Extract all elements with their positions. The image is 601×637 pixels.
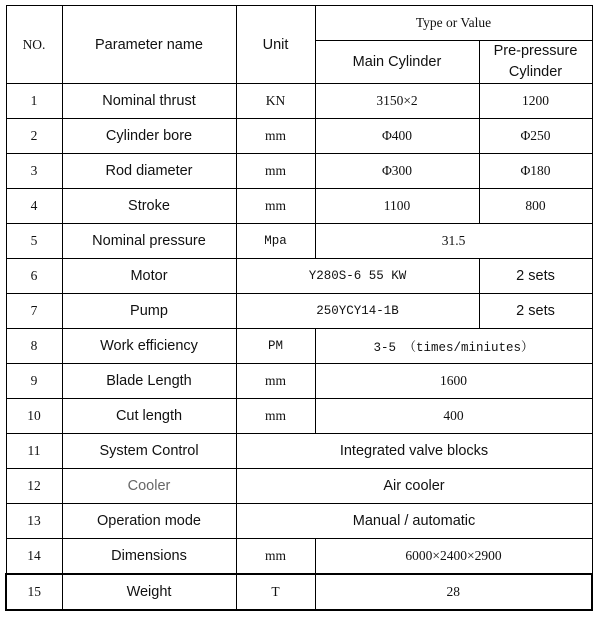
- row-number: 13: [6, 504, 62, 539]
- unit-cell: mm: [236, 189, 315, 224]
- header-unit: Unit: [236, 6, 315, 84]
- parameter-name: Dimensions: [62, 539, 236, 575]
- parameter-name: Nominal pressure: [62, 224, 236, 259]
- table-row: [6, 189, 592, 224]
- unit-cell: mm: [236, 154, 315, 189]
- row-number: 8: [6, 329, 62, 364]
- parameter-name: Nominal thrust: [62, 84, 236, 119]
- quantity-value: 2 sets: [479, 259, 592, 294]
- table-row: [6, 154, 592, 189]
- main-cylinder-value: Φ300: [315, 154, 479, 189]
- row-number: 10: [6, 399, 62, 434]
- unit-cell: mm: [236, 539, 315, 575]
- parameter-name: Pump: [62, 294, 236, 329]
- table-row: [6, 399, 592, 434]
- table-row: [6, 434, 592, 469]
- unit-cell: Mpa: [236, 224, 315, 259]
- header-row: [6, 6, 592, 41]
- header-pre-pressure-line2: Cylinder: [508, 64, 563, 81]
- quantity-value: 2 sets: [479, 294, 592, 329]
- merged-value: 400: [315, 399, 592, 434]
- unit-cell: mm: [236, 119, 315, 154]
- table-row: [6, 224, 592, 259]
- row-number: 9: [6, 364, 62, 399]
- row-number: 1: [6, 84, 62, 119]
- row-number: 11: [6, 434, 62, 469]
- table-row: [6, 329, 592, 364]
- row-number: 12: [6, 469, 62, 504]
- main-cylinder-value: 1100: [315, 189, 479, 224]
- parameter-name: System Control: [62, 434, 236, 469]
- row-number: 14: [6, 539, 62, 575]
- table-row: [6, 259, 592, 294]
- parameter-name: Blade Length: [62, 364, 236, 399]
- table-row: [6, 364, 592, 399]
- merged-value: Integrated valve blocks: [236, 434, 592, 469]
- pre-pressure-value: 800: [479, 189, 592, 224]
- merged-value: 1600: [315, 364, 592, 399]
- table-row: [6, 294, 592, 329]
- merged-value: Air cooler: [236, 469, 592, 504]
- parameter-name: Motor: [62, 259, 236, 294]
- row-number: 2: [6, 119, 62, 154]
- parameter-name: Cut length: [62, 399, 236, 434]
- header-main-cylinder: Main Cylinder: [315, 41, 479, 84]
- row-number: 7: [6, 294, 62, 329]
- pre-pressure-value: 1200: [479, 84, 592, 119]
- parameter-name: Cylinder bore: [62, 119, 236, 154]
- merged-value: 28: [315, 574, 592, 610]
- parameter-name: Work efficiency: [62, 329, 236, 364]
- unit-cell: mm: [236, 399, 315, 434]
- header-pre-pressure-line1: Pre-pressure: [493, 43, 578, 59]
- parameter-name: Operation mode: [62, 504, 236, 539]
- merged-value: Manual / automatic: [236, 504, 592, 539]
- table-row: [6, 84, 592, 119]
- table-row: [6, 504, 592, 539]
- row-number: 3: [6, 154, 62, 189]
- parameter-name: Stroke: [62, 189, 236, 224]
- merged-value: 6000×2400×2900: [315, 539, 592, 575]
- header-pre-pressure-cylinder: [479, 41, 592, 84]
- row-number: 5: [6, 224, 62, 259]
- unit-cell: KN: [236, 84, 315, 119]
- table-row: [6, 574, 592, 610]
- table-row: [6, 119, 592, 154]
- row-number: 6: [6, 259, 62, 294]
- header-type-or-value: Type or Value: [315, 6, 592, 41]
- row-number: 4: [6, 189, 62, 224]
- merged-value: 250YCY14-1B: [236, 294, 479, 329]
- unit-cell: PM: [236, 329, 315, 364]
- merged-value: Y280S-6 55 KW: [236, 259, 479, 294]
- main-cylinder-value: 3150×2: [315, 84, 479, 119]
- main-cylinder-value: Φ400: [315, 119, 479, 154]
- unit-cell: T: [236, 574, 315, 610]
- table-row: [6, 469, 592, 504]
- merged-value: 31.5: [315, 224, 592, 259]
- parameter-name: Cooler: [62, 469, 236, 504]
- pre-pressure-value: Φ250: [479, 119, 592, 154]
- table-row: [6, 539, 592, 575]
- header-no: NO.: [6, 6, 62, 84]
- parameter-name: Rod diameter: [62, 154, 236, 189]
- specification-table: [5, 5, 593, 611]
- row-number: 15: [6, 574, 62, 610]
- header-parameter-name: Parameter name: [62, 6, 236, 84]
- merged-value: 3-5 （times/miniutes）: [315, 329, 592, 364]
- unit-cell: mm: [236, 364, 315, 399]
- spec-table-wrapper: [5, 5, 593, 611]
- pre-pressure-value: Φ180: [479, 154, 592, 189]
- parameter-name: Weight: [62, 574, 236, 610]
